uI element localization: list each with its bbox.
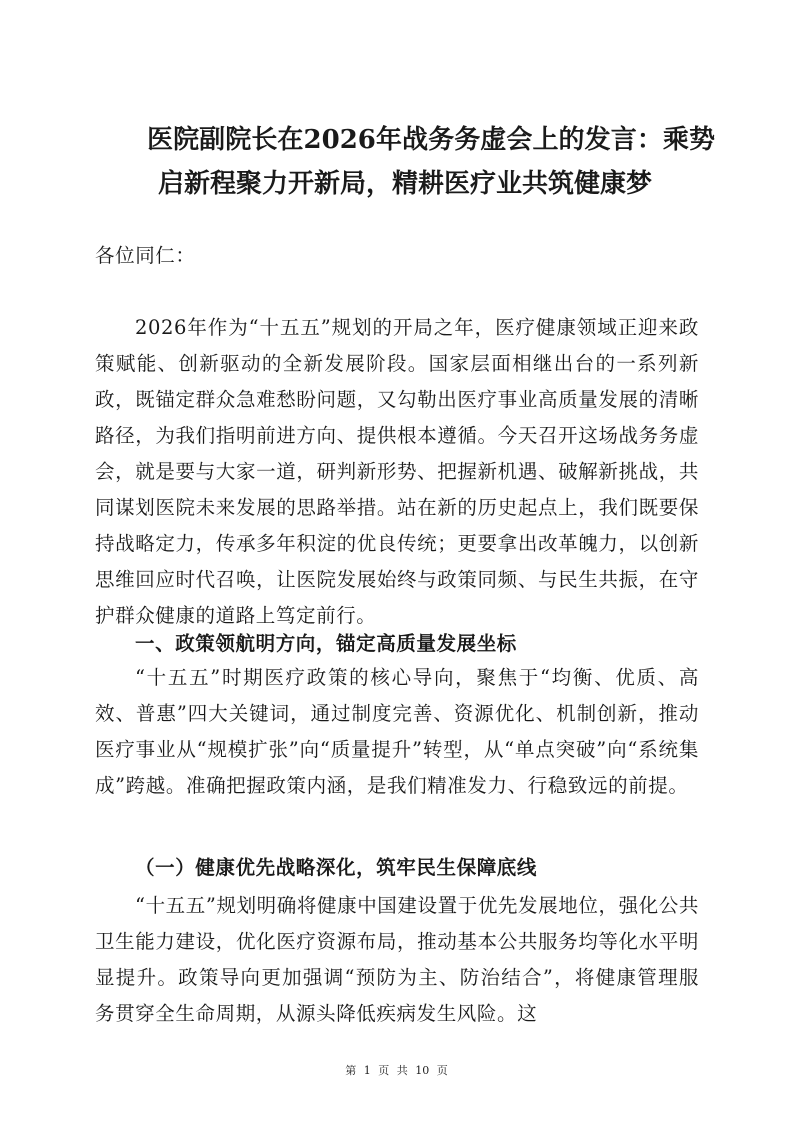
page-footer: 第 1 页 共 10 页 [345,1064,448,1077]
paragraph-intro: 2026年作为“十五五”规划的开局之年，医疗健康领域正迎来政策赋能、创新驱动的全新发展阶段。国家层面相继出台的一系列新政，既锚定群众急难愁盼问题，又勾勒出医疗事业高质量发展的清晰路径，为我们指明前进方向、提供根本遵循。今天召开这场战务务虚会，就是要与大家一道，研判新形势、把握新机遇、破解新挑战，共同谋划医院未来发展的思路举措。站在新的历史起点上，我们既要保持战略定力，传承多年积淀的优良传统；更要拿出改革魄力，以创新思维回应时代召唤，让医院发展始终与政策同频、与民生共振，在守护群众健康的道路上笃定前行。 [95,316,699,627]
paragraph-section-1: “十五五”时期医疗政策的核心导向，聚焦于“均衡、优质、高效、普惠”四大关键词，通过制度完善、资源优化、机制创新，推动医疗事业从“规模扩张”向“质量提升”转型，从“单点突破”向“系统集成”跨越。准确把握政策内涵，是我们精准发力、行稳致远的前提。 [95,666,699,797]
paragraph-subsection-1: “十五五”规划明确将健康中国建设置于优先发展地位，强化公共卫生能力建设，优化医疗资源布局，推动基本公共服务均等化水平明显提升。政策导向更加强调“预防为主、防治结合”，将健康管理服务贯穿全生命周期，从源头降低疾病发生风险。这 [95,894,699,1025]
document-title: 医院副院长在2026年战务务虚会上的发言：乘势启新程聚力开新局，精耕医疗业共筑健康梦 [147,125,715,199]
salutation: 各位同仁： [95,244,196,267]
section-heading-1: 一、政策领航明方向，锚定高质量发展坐标 [135,632,517,655]
subsection-heading-1: （一）健康优先战略深化，筑牢民生保障底线 [135,856,538,879]
